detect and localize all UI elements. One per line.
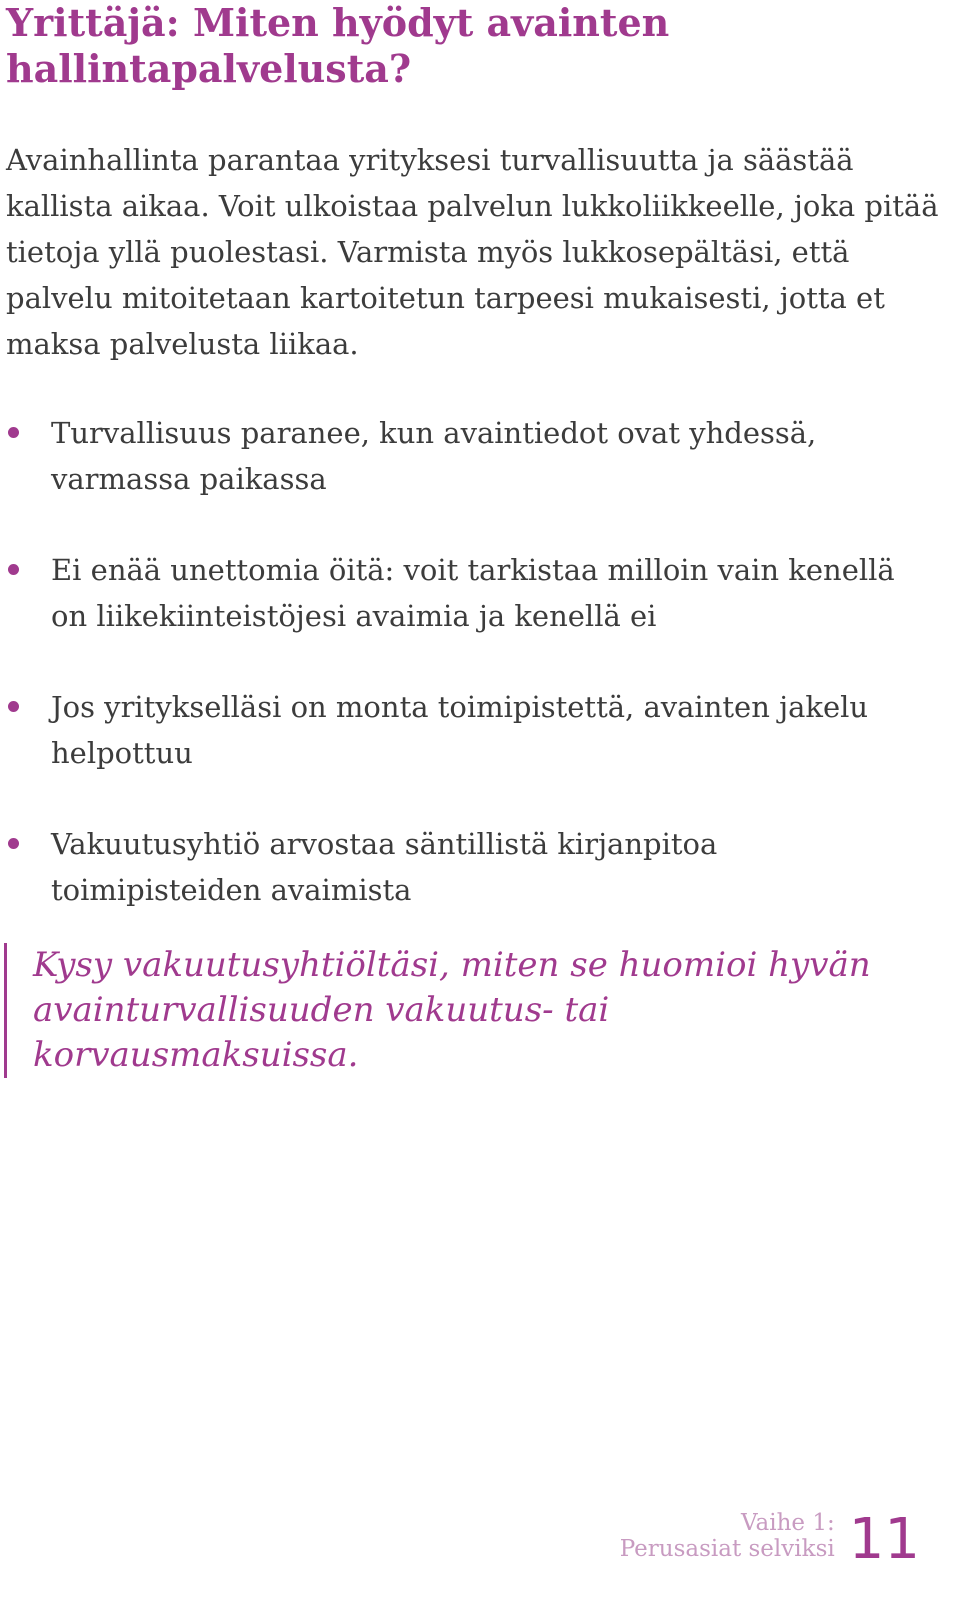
section-step: Vaihe 1:	[741, 1510, 835, 1536]
page-footer	[619, 1507, 920, 1572]
list-item-text: Ei enää unettomia öitä: voit tarkistaa milloin vain kenellä on liikekiinteistöjesi avaimia ja kenellä ei	[51, 553, 895, 633]
bullet-dot-icon	[8, 701, 19, 712]
list-item-text: Turvallisuus paranee, kun avaintiedot ovat yhdessä, varmassa paikassa	[51, 416, 817, 496]
intro-paragraph: Avainhallinta parantaa yrityksesi turvallisuutta ja säästää kallista aikaa. Voit ulkoistaa palvelun lukkoliikkeelle, joka pitää tietoja yllä puolestasi. Varmista myös lukkosepältäsi, että palvelu mitoitetaan kartoitetun tarpeesi mukaisesti, jotta et maksa palvelusta liikaa.	[6, 143, 939, 361]
list-item	[0, 547, 931, 639]
list-item-text: Jos yritykselläsi on monta toimipistettä, avainten jakelu helpottuu	[51, 690, 869, 770]
list-item	[0, 410, 931, 502]
bullet-dot-icon	[8, 838, 19, 849]
page-number: 11	[848, 1507, 920, 1572]
bullet-dot-icon	[8, 427, 19, 438]
bullet-dot-icon	[8, 564, 19, 575]
list-item	[0, 684, 931, 776]
page-title: Yrittäjä: Miten hyödyt avainten hallintapalvelusta?	[6, 0, 670, 91]
section-title: Perusasiat selviksi	[619, 1536, 835, 1562]
list-item	[0, 821, 931, 913]
section-label	[620, 1510, 835, 1570]
benefit-list	[0, 410, 960, 958]
callout-quote: Kysy vakuutusyhtiöltäsi, miten se huomioi hyvän avainturvallisuuden vakuutus- tai korvausmaksuissa.	[4, 943, 933, 1078]
list-item-text: Vakuutusyhtiö arvostaa säntillistä kirjanpitoa toimipisteiden avaimista	[51, 827, 718, 907]
